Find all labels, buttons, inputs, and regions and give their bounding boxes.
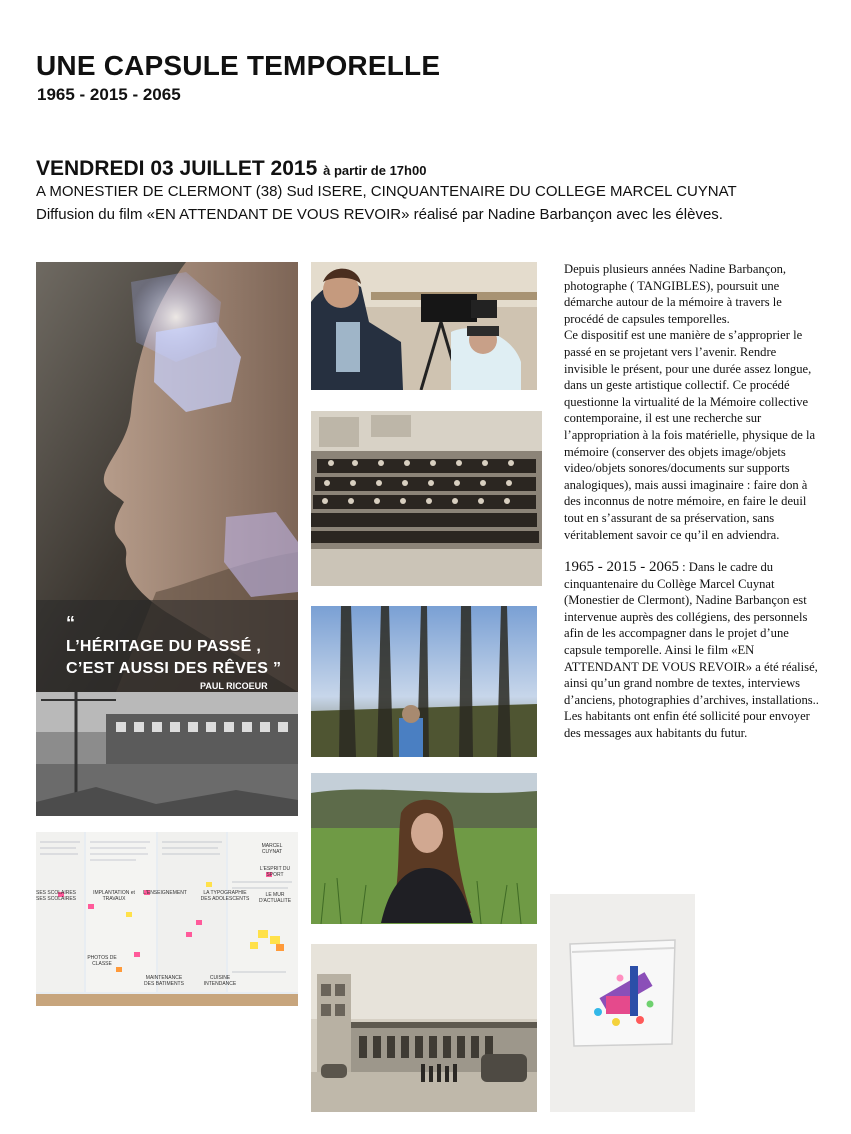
board-label-f: LE MUR D'ACTUALITE xyxy=(258,892,292,904)
school-building-archive-photo xyxy=(311,944,537,1112)
article-paragraph-1: Depuis plusieurs années Nadine Barbançon, photographe ( TANGIBLES), poursuit une démarche autour de la mémoire à travers le procédé de capsules temporelles. xyxy=(564,262,787,326)
board-label-d: L'ENSEIGNEMENT xyxy=(143,890,187,896)
girl-in-field-photo xyxy=(311,773,537,924)
article-paragraph-2: Ce dispositif est une manière de s’approprier le passé en se projetant vers l’avenir. Rendre invisible le présent, pour une durée assez longue, dans un geste artistique collectif. Ce procédé questionne la virtualité de la Mémoire collective contemporaine, il est une recherche sur l’appropriation à la fois matérielle, physique de la mémoire (conserver des objets image/objets video/objets sonores/documents sur supports analogiques), mais aussi imaginaire : faire don à des inconnus de notre mémoire, en faire le deuil tout en s’assurant de sa préservation, sans véritablement savoir ce qu’il en adviendra. xyxy=(564,328,816,542)
board-label-a: MARCEL CUYNAT xyxy=(261,843,283,855)
archive-assembly-photo xyxy=(311,411,542,586)
article-text xyxy=(564,261,820,758)
event-date: VENDREDI 03 JUILLET 2015 xyxy=(36,157,318,180)
students-camera-photo xyxy=(311,262,537,390)
board-label-c: IMPLANTATION et TRAVAUX xyxy=(93,890,135,902)
construction-archive-photo xyxy=(36,692,298,816)
event-time: à partir de 17h00 xyxy=(323,163,427,178)
article-lead-dates: 1965 - 2015 - 2065 xyxy=(564,559,679,576)
article-paragraph-3-text: : Dans le cadre du cinquantenaire du Collège Marcel Cuynat (Monestier de Clermont), Nadine Barbançon est intervenue auprès des collégiens, des personnels afin de les accompagner dans le projet d’une capsule temporelle. Ainsi le film «EN ATTENDANT DE VOUS REVOIR» a été réalisé, ainsi qu’un grand nombre de textes, interviews d’anciens, photographies d’archives, installations.. Les habitants ont enfin été sollicité pour envoyer des messages aux habitants du futur. xyxy=(564,560,819,741)
event-location: A MONESTIER DE CLERMONT (38) Sud ISERE, CINQUANTENAIRE DU COLLEGE MARCEL CUYNAT xyxy=(36,183,737,200)
article-paragraph-3 xyxy=(564,559,820,742)
quote-mark: “ xyxy=(66,613,75,633)
blurred-trees-photo xyxy=(311,606,537,757)
board-label-g: SES SCOLAIRES SES SCOLAIRES xyxy=(36,890,77,902)
page-subtitle: 1965 - 2015 - 2065 xyxy=(37,85,181,104)
board-label-j: CUISINE INTENDANCE xyxy=(203,975,237,987)
quote-line-2: C’EST AUSSI DES RÊVES ” xyxy=(66,660,282,677)
article-paragraph xyxy=(564,261,820,543)
event-diffusion: Diffusion du film «EN ATTENDANT DE VOUS REVOIR» réalisé par Nadine Barbançon avec les élèves. xyxy=(36,206,723,223)
event-date-line xyxy=(36,156,426,184)
quote-author: PAUL RICOEUR xyxy=(200,681,268,691)
board-label-i: MAINTENANCE DES BATIMENTS xyxy=(144,975,184,987)
board-label-h: PHOTOS DE CLASSE xyxy=(87,955,117,967)
board-label-e: LA TYPOGRAPHIE DES ADOLESCENTS xyxy=(200,890,250,902)
capsule-bag-photo xyxy=(550,894,695,1112)
board-label-b: L'ESPRIT DU SPORT xyxy=(259,866,291,878)
quote-line-1: L’HÉRITAGE DU PASSÉ , xyxy=(66,638,262,655)
page-title: UNE CAPSULE TEMPORELLE xyxy=(36,50,441,81)
